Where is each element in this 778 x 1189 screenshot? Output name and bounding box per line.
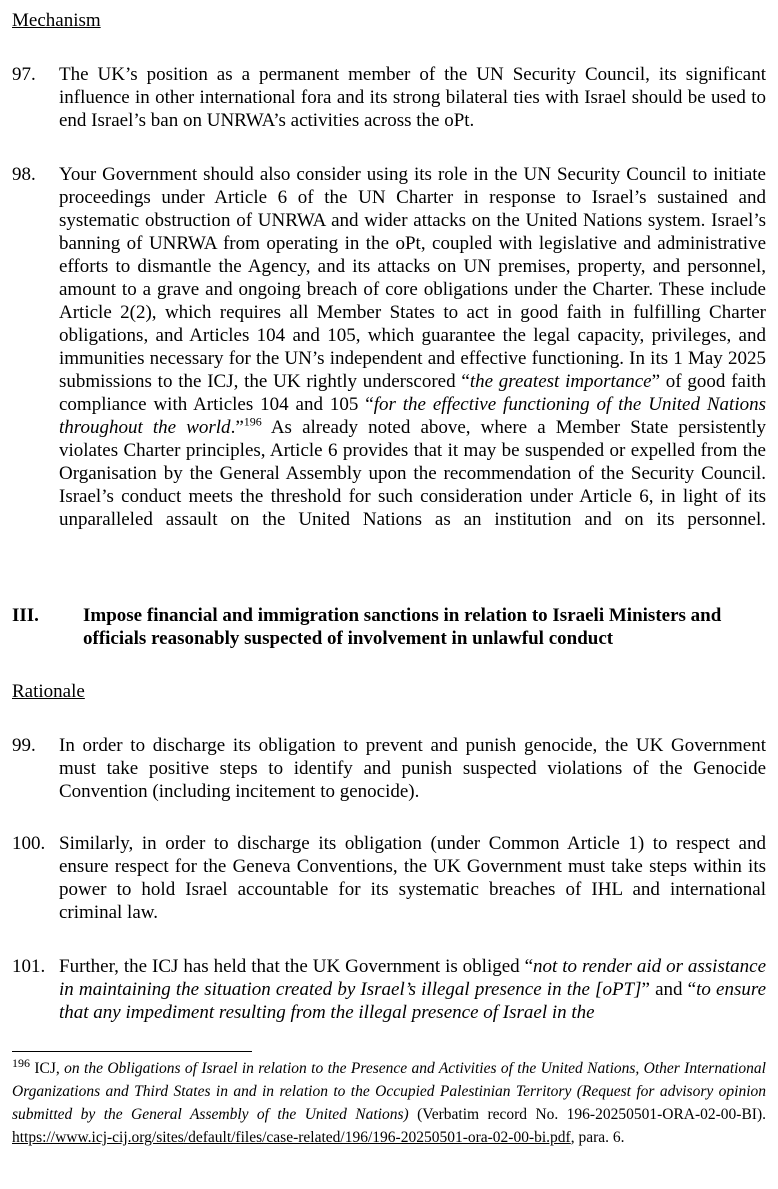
paragraph-text: The UK’s position as a permanent member of the UN Security Council, its significant influence in other international fora and its strong bilateral ties with Israel should be used to end Israel’s ban on UNRWA’s activities across the oPt.: [59, 64, 766, 131]
text-run: ” and “: [641, 979, 697, 1000]
italic-quote: the greatest importance: [469, 371, 652, 392]
italic-quote: to ensure that any impediment resulting from the illegal presence of Israel in the: [59, 979, 766, 1023]
footnote-reference[interactable]: 196: [243, 414, 262, 429]
paragraph-text: [59, 163, 766, 531]
rationale-heading: Rationale: [12, 681, 85, 702]
text-run: Your Government should also consider using its role in the UN Security Council to initiate proceedings under Article 6 of the UN Charter in response to Israel’s sustained and systematic obstruction of UNRWA and wider attacks on the United Nations system. Israel’s banning of UNRWA from operating in the oPt, coupled with legislative and administrative efforts to dismantle the Agency, and its attacks on UN premises, property, and personnel, amount to a grave and ongoing breach of core obligations under the Charter. These include Article 2(2), which requires all Member States to act in good faith in fulfilling Charter obligations, and Articles 104 and 105, which guarantee the legal capacity, privileges, and immunities necessary for the UN’s independent and effective functioning. In its 1 May 2025 submissions to the ICJ, the UK rightly underscored “: [59, 164, 766, 392]
text-run: .”: [230, 417, 244, 438]
mechanism-heading: Mechanism: [12, 10, 101, 31]
paragraph-number: 98.: [12, 164, 36, 185]
text-run: ” of good faith compliance with Articles 104 and 105 “: [59, 371, 766, 415]
footnote-link[interactable]: https://www.icj-cij.org/sites/default/files/case-related/196/196-20250501-ora-02-00-bi.pdf: [12, 1129, 571, 1146]
footnote-text: , para. 6.: [570, 1129, 625, 1146]
paragraph-text: Similarly, in order to discharge its obligation (under Common Article 1) to respect and ensure respect for the Geneva Conventions, the UK Government must take steps within its power to hold Israel accountable for its systematic breaches of IHL and international criminal law.: [59, 833, 766, 923]
footnote-text: ICJ,: [30, 1060, 65, 1077]
paragraph-text: In order to discharge its obligation to prevent and punish genocide, the UK Government must take positive steps to identify and punish suspected violations of the Genocide Convention (including incitement to genocide).: [59, 735, 766, 802]
paragraph-number: 100.: [12, 833, 46, 854]
text-run: As already noted above, where a Member State persistently violates Charter principles, Article 6 provides that it may be suspended or expelled from the Organisation by the General Assembly upon the recommendation of the Security Council. Israel’s conduct meets the threshold for such consideration under Article 6, in light of its unparalleled assault on the United Nations as an institution and on its personnel.: [59, 417, 766, 530]
footnote-number: 196: [12, 1055, 30, 1070]
footnote: [12, 1057, 766, 1149]
paragraph-number: 101.: [12, 956, 46, 977]
section-number: III.: [12, 605, 39, 626]
italic-quote: not to render aid or assistance in maintaining the situation created by Israel’s illegal presence in the [oPT]: [59, 956, 766, 1000]
footnote-case-title: on the Obligations of Israel in relation to the Presence and Activities of the United Nations, Other International Organizations and Third States in and in relation to the Occupied Palestinian Territory (Request for advisory opinion submitted by the General Assembly of the United Nations): [12, 1060, 766, 1123]
section-title: Impose financial and immigration sanctions in relation to Israeli Ministers and officials reasonably suspected of involvement in unlawful conduct: [83, 605, 722, 649]
footnote-divider: [12, 1051, 252, 1052]
paragraph-number: 99.: [12, 735, 36, 756]
text-run: Further, the ICJ has held that the UK Government is obliged “: [59, 956, 534, 977]
footnote-text: (Verbatim record No. 196-20250501-ORA-02-00-BI).: [408, 1106, 766, 1123]
paragraph-text: [59, 955, 766, 1024]
paragraph-number: 97.: [12, 64, 36, 85]
italic-quote: for the effective functioning of the United Nations throughout the world: [59, 394, 766, 438]
